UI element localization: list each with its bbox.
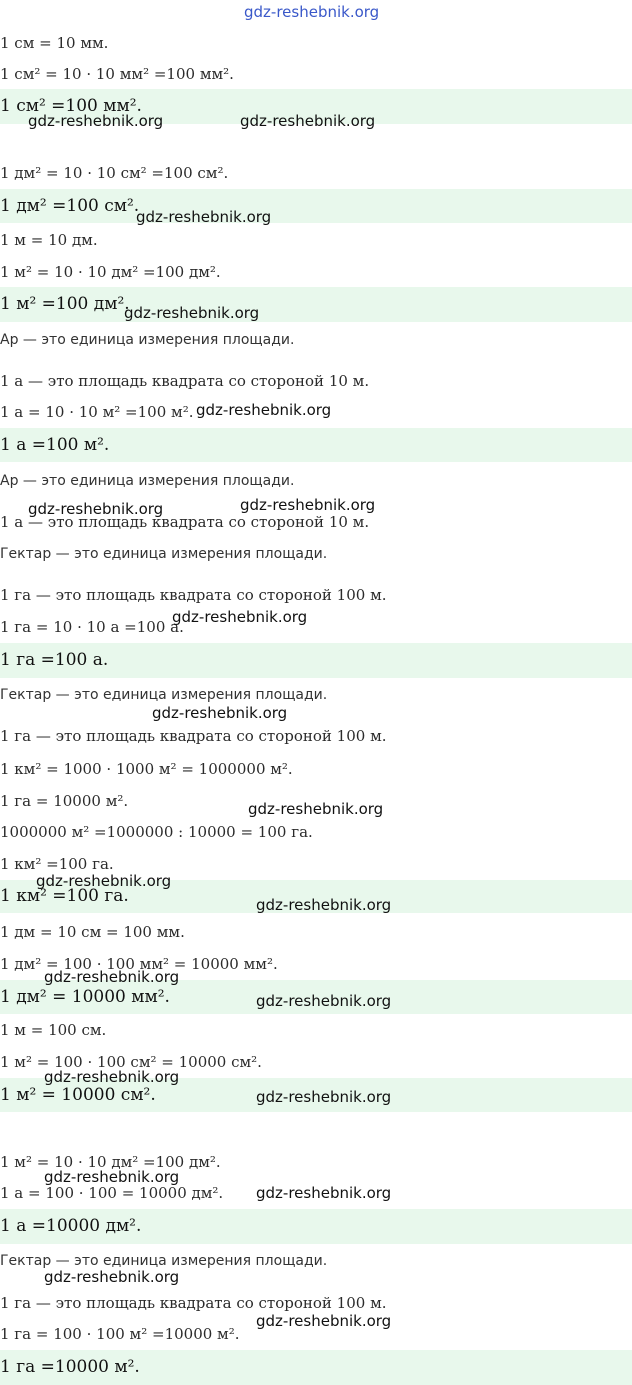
solution-result: 1 см² =100 мм². (0, 96, 142, 116)
watermark: gdz-reshebnik.org (44, 1168, 180, 1186)
solution-line: 1 га — это площадь квадрата со стороной 100 м. (0, 727, 387, 745)
watermark: gdz-reshebnik.org (28, 500, 164, 518)
watermark: gdz-reshebnik.org (36, 872, 172, 890)
solution-line: 1 дм = 10 см = 100 мм. (0, 923, 185, 941)
watermark: gdz-reshebnik.org (152, 704, 288, 722)
definition-line: Гектар — это единица измерения площади. (0, 546, 328, 562)
solution-line: 1 м = 100 см. (0, 1021, 107, 1039)
solution-line: 1 км² =100 га. (0, 855, 114, 873)
solution-line: 1 а — это площадь квадрата со стороной 10 м. (0, 372, 370, 390)
solution-line: 1 га = 10 · 10 а =100 а. (0, 618, 184, 636)
solution-line: 1 км² = 1000 · 1000 м² = 1000000 м². (0, 760, 293, 778)
watermark: gdz-reshebnik.org (256, 1088, 392, 1106)
solution-line: 1 а = 100 · 100 = 10000 дм². (0, 1184, 224, 1202)
watermark: gdz-reshebnik.org (256, 1184, 392, 1202)
definition-line: Ар — это единица измерения площади. (0, 473, 295, 489)
solution-line: 1 м² = 10 · 10 дм² =100 дм². (0, 1153, 221, 1171)
watermark: gdz-reshebnik.org (44, 1068, 180, 1086)
solution-result: 1 га =100 а. (0, 650, 109, 670)
solution-line: 1 м² = 10 · 10 дм² =100 дм². (0, 263, 221, 281)
watermark: gdz-reshebnik.org (44, 1268, 180, 1286)
solution-result: 1 а =10000 дм². (0, 1216, 142, 1236)
definition-line: Гектар — это единица измерения площади. (0, 1253, 328, 1269)
solution-result: 1 га =10000 м². (0, 1357, 140, 1377)
solution-line: 1 дм² = 100 · 100 мм² = 10000 мм². (0, 955, 278, 973)
solution-result: 1 дм² =100 см². (0, 196, 140, 216)
watermark: gdz-reshebnik.org (240, 112, 376, 130)
solution-result: 1 км² =100 га. (0, 886, 129, 906)
watermark: gdz-reshebnik.org (256, 992, 392, 1010)
solution-line: 1 а — это площадь квадрата со стороной 10 м. (0, 513, 370, 531)
watermark: gdz-reshebnik.org (240, 496, 376, 514)
solution-line: 1 а = 10 · 10 м² =100 м². (0, 403, 194, 421)
watermark: gdz-reshebnik.org (256, 896, 392, 914)
watermark: gdz-reshebnik.org (44, 968, 180, 986)
solution-line: 1 см = 10 мм. (0, 34, 109, 52)
watermark: gdz-reshebnik.org (196, 401, 332, 419)
site-header-watermark: gdz-reshebnik.org (244, 3, 380, 21)
solution-result: 1 м² =100 дм². (0, 294, 130, 314)
solution-result: 1 а =100 м². (0, 435, 110, 455)
watermark: gdz-reshebnik.org (136, 208, 272, 226)
definition-line: Гектар — это единица измерения площади. (0, 687, 328, 703)
solution-line: 1 м = 10 дм. (0, 231, 98, 249)
solution-line: 1 га = 100 · 100 м² =10000 м². (0, 1325, 240, 1343)
solution-line: 1 га — это площадь квадрата со стороной 100 м. (0, 1294, 387, 1312)
solution-line: 1 см² = 10 · 10 мм² =100 мм². (0, 65, 234, 83)
watermark: gdz-reshebnik.org (256, 1312, 392, 1330)
watermark: gdz-reshebnik.org (28, 112, 164, 130)
solution-line: 1 дм² = 10 · 10 см² =100 см². (0, 164, 229, 182)
solution-line: 1 га — это площадь квадрата со стороной 100 м. (0, 586, 387, 604)
watermark: gdz-reshebnik.org (124, 304, 260, 322)
watermark: gdz-reshebnik.org (248, 800, 384, 818)
solution-line: 1 га = 10000 м². (0, 792, 129, 810)
watermark: gdz-reshebnik.org (172, 608, 308, 626)
solution-line: 1 м² = 100 · 100 см² = 10000 см². (0, 1053, 262, 1071)
solution-result: 1 м² = 10000 см². (0, 1085, 156, 1105)
definition-line: Ар — это единица измерения площади. (0, 332, 295, 348)
solution-line: 1000000 м² =1000000 : 10000 = 100 га. (0, 823, 313, 841)
solution-result: 1 дм² = 10000 мм². (0, 987, 170, 1007)
